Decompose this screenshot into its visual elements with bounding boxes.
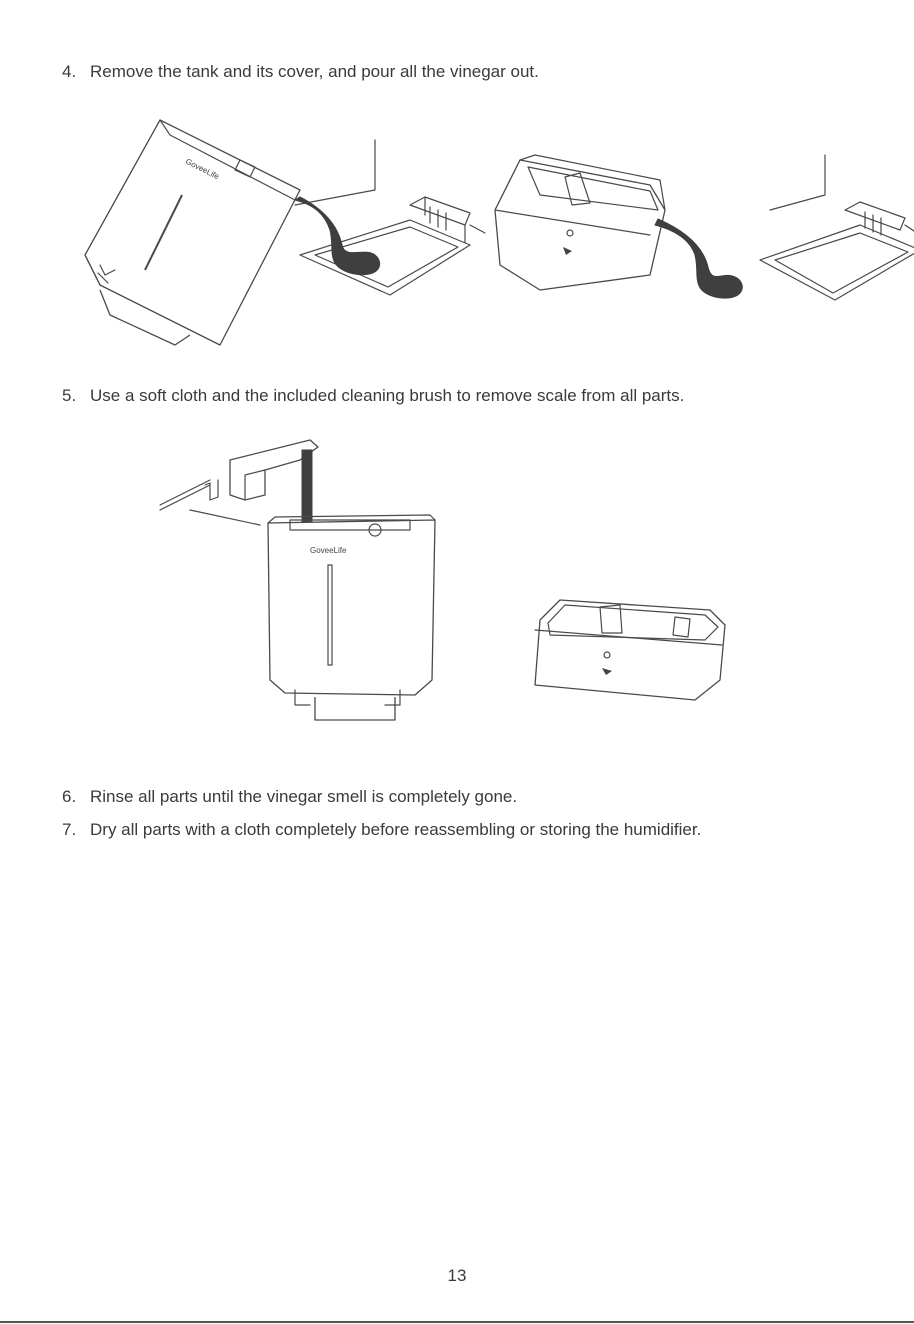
step-7: [62, 819, 701, 841]
step-number: 4.: [62, 62, 77, 81]
brand-label: GoveeLife: [310, 546, 347, 555]
step-text: Dry all parts with a cloth completely before reassembling or storing the humidifier.: [90, 820, 702, 839]
clean-parts-illustration: [150, 435, 750, 735]
step-number: 7.: [62, 820, 77, 839]
bottom-divider: [0, 1321, 914, 1323]
step-5: [62, 385, 684, 407]
step-4: [62, 61, 539, 83]
step-text: Use a soft cloth and the included cleaning brush to remove scale from all parts.: [90, 386, 685, 405]
step-6: [62, 786, 517, 808]
brand-label: GoveeLife: [184, 156, 221, 182]
step-text: Remove the tank and its cover, and pour all the vinegar out.: [90, 62, 539, 81]
pour-vinegar-illustration: [80, 115, 840, 360]
cover-and-tank-drawing: [160, 440, 435, 720]
base-unit-drawing: [495, 155, 914, 300]
step-number: 6.: [62, 787, 77, 806]
tilted-tank-drawing: [85, 120, 485, 345]
step-number: 5.: [62, 386, 77, 405]
base-unit-clean-drawing: [535, 600, 725, 700]
page-number: 13: [447, 1266, 467, 1285]
step-text: Rinse all parts until the vinegar smell is completely gone.: [90, 787, 518, 806]
